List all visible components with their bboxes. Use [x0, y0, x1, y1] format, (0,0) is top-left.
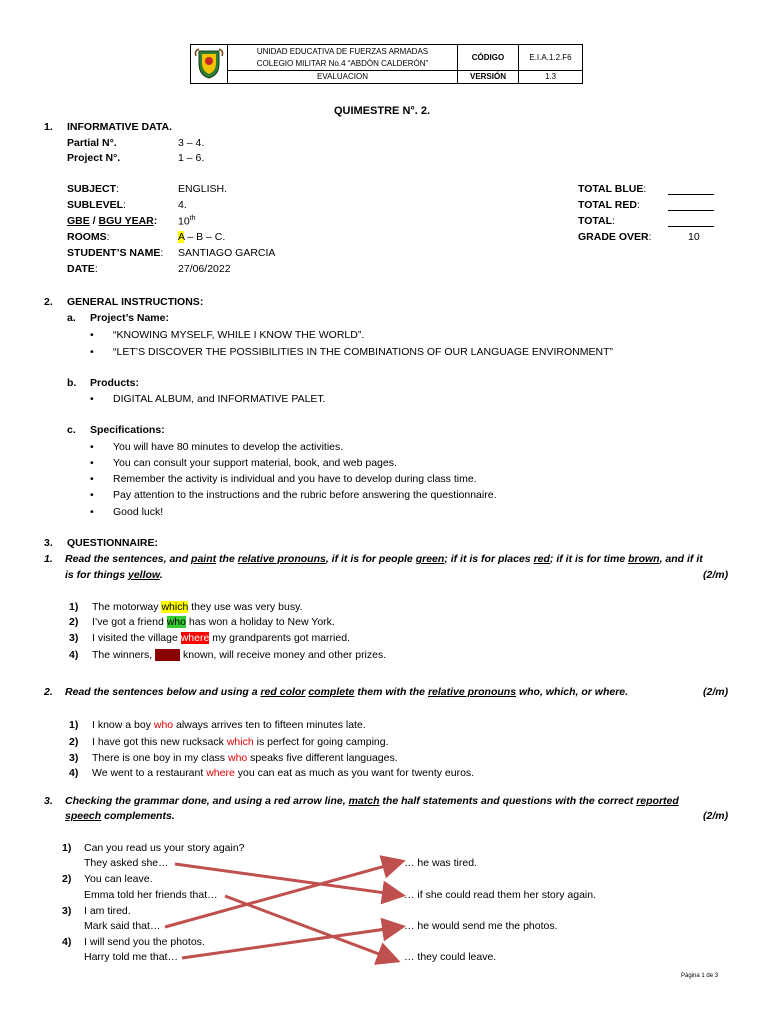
products-item-text: DIGITAL ALBUM, and INFORMATIVE PALET.: [113, 393, 326, 405]
q3-right-item: … they could leave.: [404, 951, 497, 963]
spec-item: •: [90, 441, 94, 453]
q3-right-item: … he would send me the photos.: [404, 920, 558, 932]
spec-item-text: You can consult your support material, book, and web pages.: [113, 457, 397, 469]
q2-item-number: 3): [69, 752, 79, 764]
arrow-4-to-3: [182, 927, 400, 958]
q3-left-line2: They asked she…: [84, 857, 169, 869]
q1-instruction: Read the sentences, and paint the relative pronouns, if it is for people green; if it is for places red; if it is for time brown, and if it: [65, 553, 703, 565]
section3-heading: QUESTIONNAIRE:: [67, 537, 159, 549]
spec-item-text: Remember the activity is individual and you have to develop during class time.: [113, 473, 477, 485]
q3-instruction: Checking the grammar done, and using a red arrow line, match the half statements and questions with the correct reported: [65, 795, 679, 807]
section1-heading: INFORMATIVE DATA.: [67, 121, 172, 133]
arrow-2-to-4: [225, 896, 395, 960]
q3-left-number: 3): [62, 905, 72, 917]
rooms-label: ROOMS: [67, 231, 107, 243]
q3-left-number: 4): [62, 936, 72, 948]
date-label: DATE: [67, 263, 95, 275]
project-name-item: •: [90, 329, 94, 341]
codigo-label: CÓDIGO: [458, 45, 519, 71]
q1-item-number: 3): [69, 632, 79, 644]
q3-left-line2: Mark said that…: [84, 920, 161, 932]
q2-instruction: Read the sentences below and using a red color complete them with the relative pronouns who, which, or where.: [65, 686, 629, 698]
q1-item: I’ve got a friend who has won a holiday to New York.: [92, 616, 335, 628]
spec-item: •: [90, 457, 94, 469]
section2-heading: GENERAL INSTRUCTIONS:: [67, 296, 204, 308]
q2-item: There is one boy in my class who speaks five different languages.: [92, 752, 398, 764]
version-label: VERSIÓN: [458, 70, 519, 83]
rooms-row: ROOMS:: [67, 231, 110, 243]
q1-item-number: 4): [69, 649, 79, 661]
q1-instruction-line2: is for things yellow.: [65, 569, 163, 581]
project-name-item-text: “LET’S DISCOVER THE POSSIBILITIES IN THE COMBINATIONS OF OUR LANGUAGE ENVIRONMENT”: [113, 346, 613, 358]
spec-item-text: Good luck!: [113, 506, 164, 518]
q3-left-number: 2): [62, 873, 72, 885]
q1-item-number: 2): [69, 616, 79, 628]
spec-item: •: [90, 506, 94, 518]
subject-row: SUBJECT:: [67, 183, 119, 195]
q3-left-line1: I will send you the photos.: [84, 936, 205, 948]
q2-number: 2.: [44, 686, 53, 698]
year-value: 10th: [178, 215, 196, 228]
codigo-value: E.I.A.1.2.F6: [519, 45, 583, 71]
project-label: Project N°.: [67, 152, 121, 164]
q3-right-item: … he was tired.: [404, 857, 477, 869]
q1-item: The motorway which they use was very busy.: [92, 601, 303, 613]
total-blue-row: TOTAL BLUE:: [578, 183, 647, 195]
q2-item-number: 1): [69, 719, 79, 731]
school-name-1: UNIDAD EDUCATIVA DE FUERZAS ARMADAS: [228, 45, 458, 58]
q2-item: We went to a restaurant where you can eat as much as you want for twenty euros.: [92, 767, 475, 779]
school-name-2: COLEGIO MILITAR No.4 “ABDÓN CALDERÓN”: [228, 57, 458, 70]
q2-item-number: 2): [69, 736, 79, 748]
student-name-label: STUDENT’S NAME: [67, 247, 161, 259]
year-row: GBE / BGU YEAR:: [67, 215, 158, 227]
q3-left-line1: I am tired.: [84, 905, 131, 917]
sub-c-letter: c.: [67, 424, 76, 436]
q1-item-number: 1): [69, 601, 79, 613]
sub-b-letter: b.: [67, 377, 77, 389]
specifications-label: Specifications:: [90, 424, 165, 436]
section2-number: 2.: [44, 296, 53, 308]
project-name-label: Project’s Name:: [90, 312, 169, 324]
arrow-1-to-2: [175, 864, 400, 895]
project-name-item-text: “KNOWING MYSELF, WHILE I KNOW THE WORLD”.: [113, 329, 365, 341]
project-value: 1 – 6.: [178, 152, 205, 164]
sub-a-letter: a.: [67, 312, 76, 324]
q3-left-line1: You can leave.: [84, 873, 153, 885]
grade-over-row: GRADE OVER:: [578, 231, 652, 243]
grade-over-value: 10: [688, 231, 700, 243]
products-label: Products:: [90, 377, 140, 389]
q2-score: (2/m): [703, 686, 729, 698]
q3-instruction-line2: speech complements.: [65, 810, 175, 822]
q2-item: I have got this new rucksack which is perfect for going camping.: [92, 736, 389, 748]
total-row: TOTAL:: [578, 215, 615, 227]
q1-item: The winners, when known, will receive money and other prizes.: [92, 649, 387, 661]
version-value: 1.3: [519, 70, 583, 83]
q3-left-line1: Can you read us your story again?: [84, 842, 245, 854]
q3-score: (2/m): [703, 810, 729, 822]
q3-left-line2: Emma told her friends that…: [84, 889, 218, 901]
student-name-value: SANTIAGO GARCIA: [178, 247, 276, 259]
sublevel-row: SUBLEVEL:: [67, 199, 126, 211]
q1-item: I visited the village where my grandparents got married.: [92, 632, 350, 644]
section3-number: 3.: [44, 537, 53, 549]
date-row: DATE:: [67, 263, 98, 275]
partial-label: Partial N°.: [67, 137, 117, 149]
spec-item: •: [90, 489, 94, 501]
subject-value: ENGLISH.: [178, 183, 228, 195]
products-item: •: [90, 393, 94, 405]
q1-score: (2/m): [703, 569, 729, 581]
q3-right-item: … if she could read them her story again.: [404, 889, 597, 901]
sublevel-label: SUBLEVEL: [67, 199, 124, 211]
q3-number: 3.: [44, 795, 53, 807]
sublevel-value: 4.: [178, 199, 187, 211]
spec-item-text: You will have 80 minutes to develop the activities.: [113, 441, 344, 453]
page-title: QUIMESTRE N°. 2.: [334, 105, 431, 117]
spec-item: •: [90, 473, 94, 485]
project-name-item: •: [90, 346, 94, 358]
partial-value: 3 – 4.: [178, 137, 205, 149]
q2-item: I know a boy who always arrives ten to fifteen minutes late.: [92, 719, 366, 731]
rooms-value: A – B – C.: [178, 231, 226, 243]
student-name-row: STUDENT’S NAME:: [67, 247, 164, 259]
q2-item-number: 4): [69, 767, 79, 779]
date-value: 27/06/2022: [178, 263, 231, 275]
section1-number: 1.: [44, 121, 53, 133]
page-number: Página 1 de 3: [681, 973, 719, 979]
spec-item-text: Pay attention to the instructions and the rubric before answering the questionnaire.: [113, 489, 497, 501]
q1-number: 1.: [44, 553, 53, 565]
subject-label: SUBJECT: [67, 183, 117, 195]
q3-left-line2: Harry told me that…: [84, 951, 178, 963]
evaluation-label: EVALUACION: [228, 70, 458, 83]
total-red-row: TOTAL RED:: [578, 199, 640, 211]
q3-left-number: 1): [62, 842, 72, 854]
